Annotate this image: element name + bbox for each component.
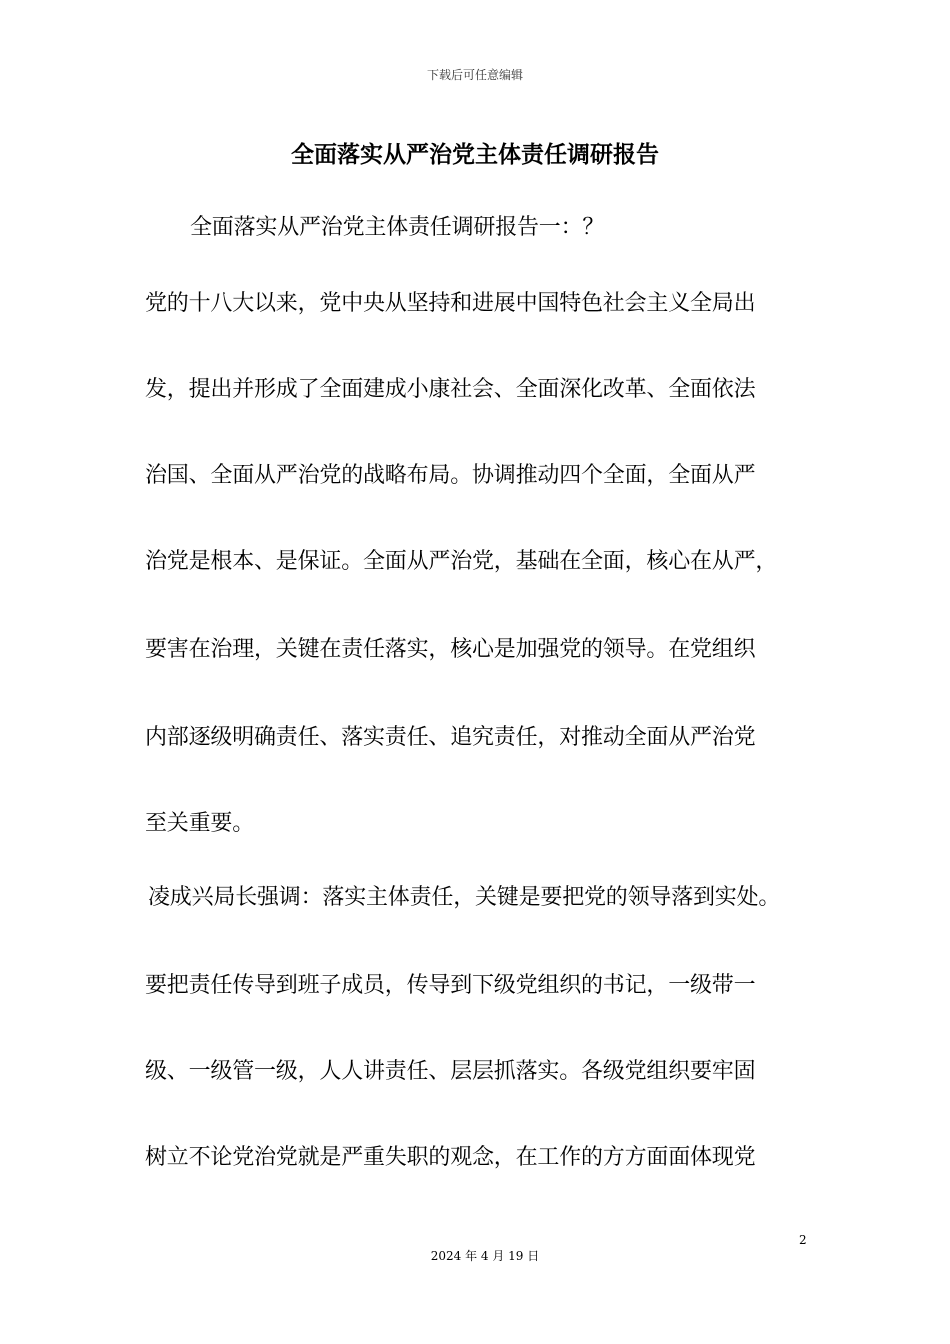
body-line: 树立不论党治党就是严重失职的观念，在工作的方方面面体现党 xyxy=(145,1145,756,1170)
footer-date: 2024 年 4 月 19 日 xyxy=(430,1249,540,1263)
body-line: 治国、全面从严治党的战略布局。协调推动四个全面，全面从严 xyxy=(145,463,756,488)
body-line: 级、一级管一级，人人讲责任、层层抓落实。各级党组织要牢固 xyxy=(145,1059,756,1084)
document-subtitle: 全面落实从严治党主体责任调研报告一：？ xyxy=(190,215,605,240)
header-note: 下载后可任意编辑 xyxy=(426,68,523,82)
body-line: 要害在治理，关键在责任落实，核心是加强党的领导。在党组织 xyxy=(145,637,756,662)
document-title: 全面落实从严治党主体责任调研报告 xyxy=(291,142,659,168)
body-line: 内部逐级明确责任、落实责任、追究责任，对推动全面从严治党 xyxy=(145,725,756,750)
body-line: 治党是根本、是保证。全面从严治党，基础在全面，核心在从严， xyxy=(145,549,778,574)
body-line: 至关重要。 xyxy=(145,811,255,836)
body-line: 发，提出并形成了全面建成小康社会、全面深化改革、全面依法 xyxy=(145,377,756,402)
page-number: 2 xyxy=(799,1233,807,1247)
body-line: 要把责任传导到班子成员，传导到下级党组织的书记，一级带一 xyxy=(145,973,756,998)
body-line: 凌成兴局长强调：落实主体责任，关键是要把党的领导落到实处。 xyxy=(148,885,781,910)
body-line: 党的十八大以来，党中央从坚持和进展中国特色社会主义全局出 xyxy=(145,291,756,316)
